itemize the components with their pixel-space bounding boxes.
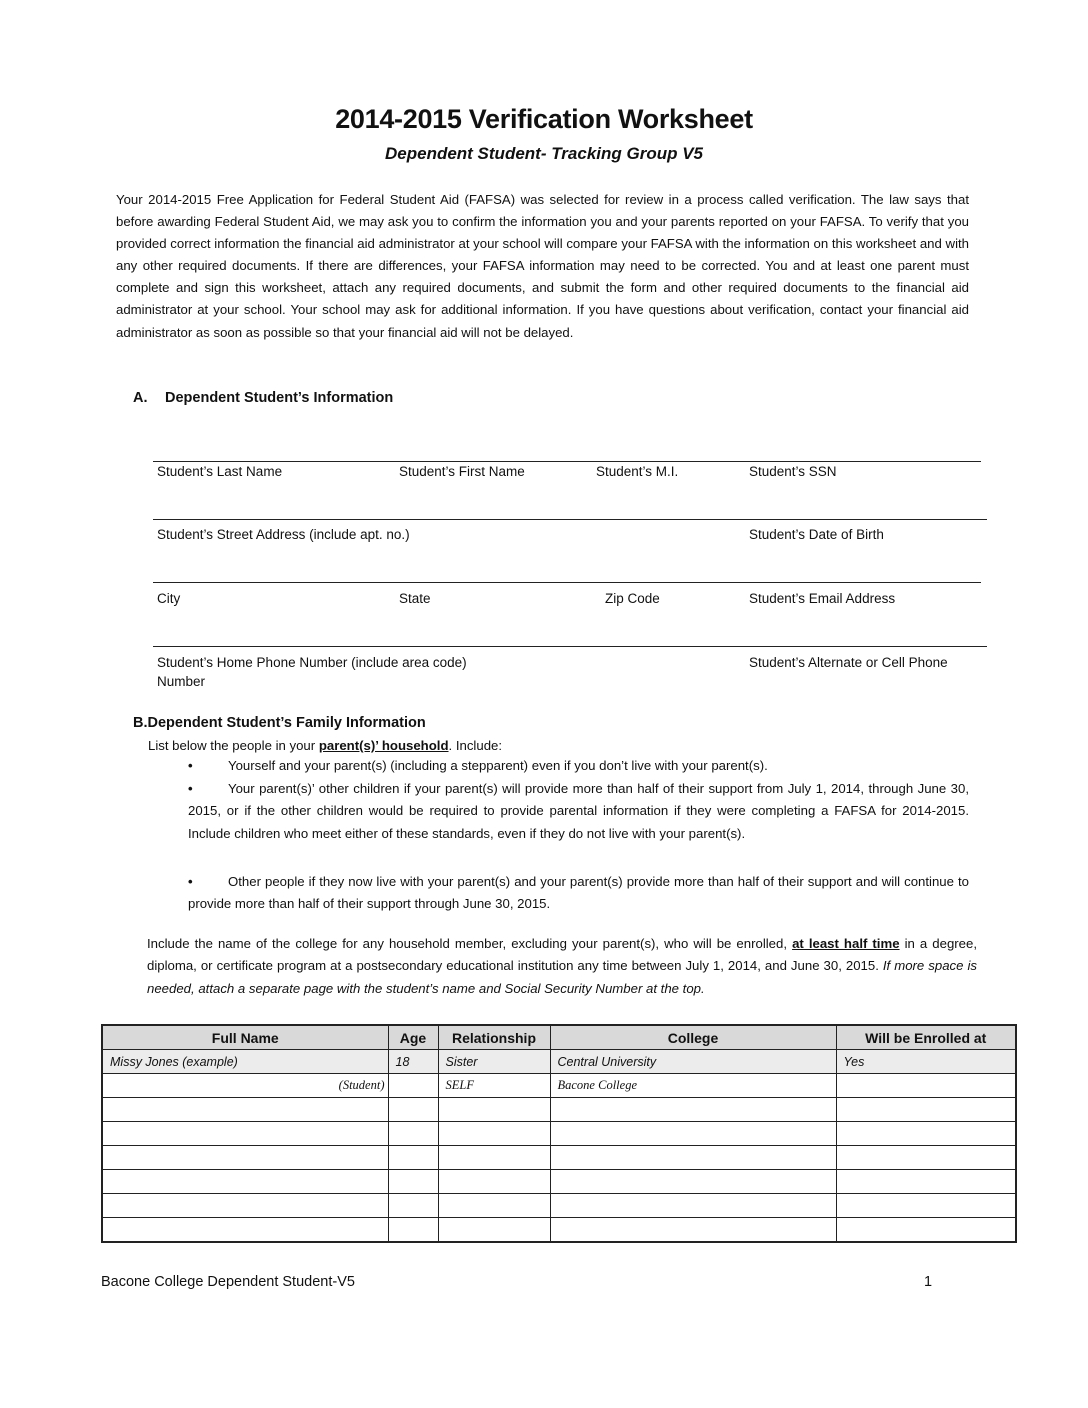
cell-college[interactable] — [550, 1146, 836, 1170]
page-subtitle: Dependent Student- Tracking Group V5 — [385, 144, 703, 163]
label-mi: Student’s M.I. — [596, 464, 679, 479]
label-home-phone-number: Number — [157, 674, 206, 689]
cell-relationship[interactable]: SELF — [438, 1074, 550, 1098]
section-b-heading: B.Dependent Student’s Family Information — [133, 715, 426, 731]
cell-college[interactable] — [550, 1098, 836, 1122]
intro-paragraph: Your 2014-2015 Free Application for Federal Student Aid (FAFSA) was selected for review in a process called verification. The law says that before awarding Federal Student Aid, we may ask you to confirm the information you and your parents reported on your FAFSA. To verify that you provided correct information the financial aid administrator at your school will compare your FAFSA with the information on this worksheet and with any other required documents. If there are differences, your FAFSA information may need to be corrected. You and at least one parent must complete and sign this worksheet, attach any required documents, and submit the form and other required documents to the financial aid administrator at your school. Your school may ask for additional information. If you have questions about verification, contact your financial aid administrator as soon as possible so that your financial aid will not be delayed. — [116, 192, 969, 340]
label-street-address: Student’s Street Address (include apt. no.) — [157, 527, 410, 542]
table-row-student — [102, 1074, 1016, 1098]
cell-relationship[interactable] — [438, 1098, 550, 1122]
cell-relationship[interactable] — [438, 1146, 550, 1170]
section-a-heading — [133, 390, 393, 406]
cell-relationship[interactable] — [438, 1194, 550, 1218]
cell-relationship[interactable] — [438, 1122, 550, 1146]
cell-name: Missy Jones (example) — [102, 1050, 388, 1074]
field-line-2 — [153, 519, 987, 520]
table-row — [102, 1218, 1016, 1243]
col-header-college: College — [550, 1025, 836, 1050]
table-row — [102, 1146, 1016, 1170]
list-intro-post: . Include: — [448, 738, 503, 753]
label-first-name: Student’s First Name — [399, 464, 525, 479]
bullet-text-1: Yourself and your parent(s) (including a stepparent) even if you don’t live with your parent(s). — [228, 758, 768, 773]
cell-college[interactable]: Bacone College — [550, 1074, 836, 1098]
field-line-4 — [153, 646, 987, 647]
cell-name[interactable]: (Student) — [102, 1074, 388, 1098]
cell-name[interactable] — [102, 1170, 388, 1194]
cell-enrolled[interactable] — [836, 1074, 1016, 1098]
bullet-item-2 — [188, 778, 969, 845]
field-line-3 — [153, 582, 981, 583]
cell-college[interactable] — [550, 1170, 836, 1194]
cell-college: Central University — [550, 1050, 836, 1074]
col-header-age: Age — [388, 1025, 438, 1050]
table-row — [102, 1194, 1016, 1218]
cell-age[interactable] — [388, 1194, 438, 1218]
cell-name[interactable] — [102, 1146, 388, 1170]
bullet-icon: • — [188, 874, 193, 889]
table-header-row — [102, 1025, 1016, 1050]
label-cell-phone: Student’s Alternate or Cell Phone — [749, 655, 948, 670]
table-row — [102, 1122, 1016, 1146]
cell-name[interactable] — [102, 1098, 388, 1122]
label-zip: Zip Code — [605, 591, 660, 606]
para2-mid: in a degree, diploma, or certificate program at a postsecondary educational institution any time between July 1, 2014, and June 30, 2015. — [147, 936, 977, 974]
list-intro — [148, 736, 502, 756]
list-intro-underlined: parent(s)’ household — [318, 738, 449, 753]
para2-italic: If more space is needed, attach a separate page with the student’s name and Social Security Number at the top. — [147, 958, 977, 996]
table-row-example — [102, 1050, 1016, 1074]
footer-page-number: 1 — [924, 1274, 933, 1290]
para2-pre: Include the name of the college for any household member, excluding your parent(s), who will be enrolled, — [147, 936, 793, 951]
label-city: City — [157, 591, 181, 606]
footer-document-name: Bacone College Dependent Student-V5 — [101, 1274, 355, 1290]
bullet-icon: • — [188, 758, 193, 773]
cell-college[interactable] — [550, 1122, 836, 1146]
cell-age[interactable] — [388, 1146, 438, 1170]
cell-age[interactable] — [388, 1074, 438, 1098]
bullet-text-3: Other people if they now live with your parent(s) and your parent(s) provide more than half of their support and will continue to provide more than half of their support through June 30, 2015. — [188, 874, 969, 912]
col-header-relationship: Relationship — [438, 1025, 550, 1050]
bullet-item-1 — [188, 755, 969, 777]
cell-enrolled[interactable] — [836, 1146, 1016, 1170]
cell-college[interactable] — [550, 1194, 836, 1218]
para2-underlined: at least half time — [792, 936, 900, 951]
label-email: Student’s Email Address — [749, 591, 896, 606]
cell-enrolled: Yes — [836, 1050, 1016, 1074]
table-row — [102, 1098, 1016, 1122]
list-intro-pre: List below the people in your — [148, 738, 319, 753]
label-home-phone: Student’s Home Phone Number (include area code) — [157, 655, 467, 670]
cell-age[interactable] — [388, 1218, 438, 1243]
col-header-full-name: Full Name — [102, 1025, 388, 1050]
cell-enrolled[interactable] — [836, 1170, 1016, 1194]
cell-name[interactable] — [102, 1218, 388, 1243]
cell-relationship[interactable] — [438, 1218, 550, 1243]
bullet-item-3 — [188, 871, 969, 916]
bullet-text-2: Your parent(s)’ other children if your parent(s) will provide more than half of their support from July 1, 2014, through June 30, 2015, or if the other children would be required to provide parental information if they were completing a FAFSA for 2014-2015. Include children who meet either of these standards, even if they do not live with your parent(s). — [188, 781, 969, 841]
section-a-letter: A. — [133, 390, 148, 406]
college-instructions — [147, 933, 977, 1000]
col-header-enrolled: Will be Enrolled at — [836, 1025, 1016, 1050]
cell-age[interactable] — [388, 1098, 438, 1122]
label-last-name: Student’s Last Name — [157, 464, 283, 479]
cell-enrolled[interactable] — [836, 1218, 1016, 1243]
cell-name[interactable] — [102, 1122, 388, 1146]
cell-college[interactable] — [550, 1218, 836, 1243]
cell-enrolled[interactable] — [836, 1194, 1016, 1218]
cell-relationship[interactable] — [438, 1170, 550, 1194]
cell-name[interactable] — [102, 1194, 388, 1218]
page-title: 2014-2015 Verification Worksheet — [335, 104, 753, 134]
cell-age: 18 — [388, 1050, 438, 1074]
bullet-icon: • — [188, 781, 193, 796]
section-a-title: Dependent Student’s Information — [165, 390, 394, 406]
label-date-of-birth: Student’s Date of Birth — [749, 527, 884, 542]
cell-age[interactable] — [388, 1170, 438, 1194]
label-ssn: Student’s SSN — [749, 464, 837, 479]
household-table — [101, 1024, 1017, 1243]
cell-relationship: Sister — [438, 1050, 550, 1074]
label-state: State — [399, 591, 431, 606]
cell-enrolled[interactable] — [836, 1098, 1016, 1122]
cell-enrolled[interactable] — [836, 1122, 1016, 1146]
table-row — [102, 1170, 1016, 1194]
cell-age[interactable] — [388, 1122, 438, 1146]
